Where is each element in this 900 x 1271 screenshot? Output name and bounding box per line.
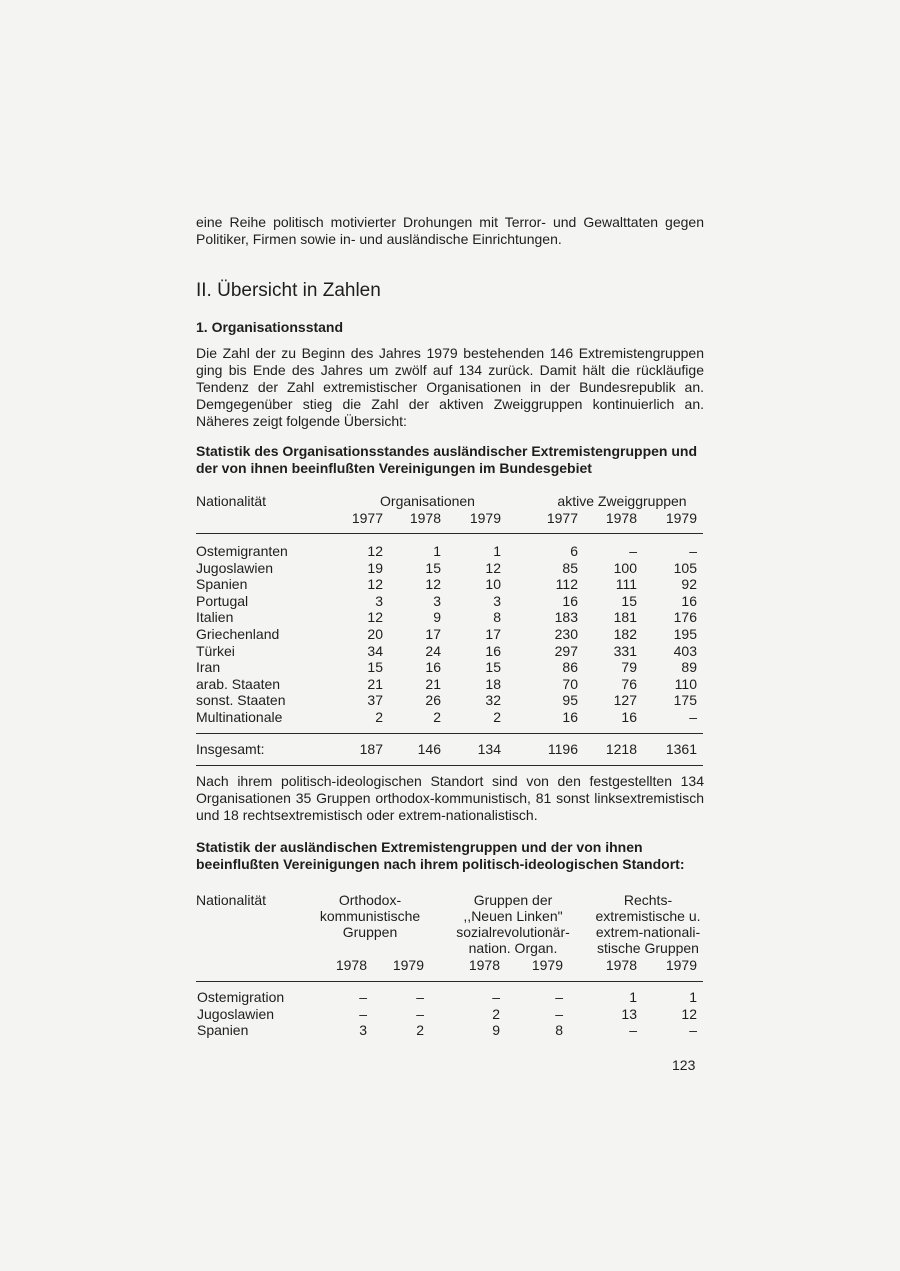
table2-cell: –	[416, 989, 424, 1005]
table2-rule-top	[196, 981, 703, 982]
table1-row-label: Spanien	[196, 576, 248, 593]
table2-cell: –	[555, 1005, 563, 1022]
table1-cell: 2	[493, 709, 501, 725]
table1-cell: 1	[433, 543, 441, 559]
table1-cell: 17	[425, 626, 441, 642]
table1-cell: 181	[613, 609, 637, 626]
table1-year-5: 1979	[665, 510, 697, 526]
table1-year-4: 1978	[605, 510, 637, 526]
table1-cell: 79	[621, 659, 637, 676]
table1-cell: 86	[562, 659, 578, 676]
table1-total-cell: 1218	[605, 741, 637, 757]
header-line: nation. Organ.	[468, 940, 558, 956]
table2-cell: –	[416, 1005, 424, 1022]
table1-cell: 24	[425, 642, 441, 659]
table1-cell: 15	[485, 659, 501, 676]
table1-cell: 100	[613, 559, 637, 576]
table1-cell: 16	[562, 592, 578, 609]
table1-cell: 16	[485, 642, 501, 659]
organisation-paragraph: Die Zahl der zu Beginn des Jahres 1979 bestehenden 146 Extremistengruppen ging bis Ende des Jahres um zwölf auf 134 zurück. Damit hält die rückläufige Tendenz der Zahl extremistischer Organisationen in der Bundesrepublik an. Demgegenüber stieg die Zahl der aktiven Zweiggruppen kontinuierlich an. Näheres zeigt folgende Übersicht:	[196, 345, 704, 429]
table1-total-cell: 1196	[547, 741, 578, 757]
table2-cell: 2	[416, 1022, 424, 1038]
header-line: Gruppen	[342, 924, 398, 940]
table1-cell: 92	[681, 576, 697, 593]
table1-cell: –	[629, 543, 637, 559]
table1-cell: 15	[621, 592, 637, 609]
table1-row-label: arab. Staaten	[196, 675, 281, 692]
table1-year-3: 1977	[546, 510, 578, 526]
table1-cell: 112	[555, 576, 578, 593]
table2-cell: 13	[621, 1005, 637, 1022]
subsection-heading: 1. Organisationsstand	[196, 319, 344, 335]
table1-cell: 182	[613, 626, 637, 642]
table1-total-label: Insgesamt:	[196, 741, 265, 757]
table1-cell: 111	[615, 576, 637, 593]
table1-header-nationality: Nationalität	[196, 493, 267, 509]
table1-header-organisations: Organisationen	[380, 493, 475, 509]
table1-row-label: Iran	[196, 659, 221, 676]
table1-cell: 20	[367, 626, 383, 642]
table1-row-label: Multinationale	[196, 709, 283, 725]
header-line: Rechts-	[623, 892, 673, 908]
table2-year-1: 1979	[392, 957, 424, 973]
table1-cell: 12	[367, 609, 383, 626]
table1-cell: 3	[375, 592, 383, 609]
table1-row-label: Griechenland	[196, 626, 280, 642]
table2-year-3: 1979	[531, 957, 563, 973]
table2-cell: –	[359, 1005, 367, 1022]
table2-row-label: Jugoslawien	[197, 1005, 275, 1022]
table1-cell: 403	[673, 642, 697, 659]
table1-row-label: sonst. Staaten	[196, 692, 286, 709]
table1-cell: 16	[562, 709, 578, 725]
table1-row-label: Türkei	[196, 642, 235, 659]
table2-year-5: 1979	[665, 957, 697, 973]
table1-cell: 105	[673, 559, 697, 576]
table1-rule-bottom	[196, 733, 703, 734]
table2-title: Statistik der ausländischen Extremistengruppen und der von ihnen beeinflußten Vereinigungen nach ihrem politisch-ideologischen Standort:	[196, 839, 685, 872]
table1-cell: 3	[493, 592, 501, 609]
table2-cell: –	[555, 989, 563, 1005]
table2-row-label: Ostemigration	[197, 989, 285, 1005]
page-number: 123	[672, 1057, 696, 1073]
table1-cell: 110	[674, 675, 697, 692]
header-line: ,,Neuen Linken"	[463, 908, 563, 924]
table2-cell: 2	[492, 1005, 500, 1022]
header-line: kommunistische	[319, 908, 421, 924]
table2-cell: 1	[689, 989, 697, 1005]
table2-cell: 9	[492, 1022, 500, 1038]
table1-row-label: Italien	[196, 609, 234, 626]
table1-cell: –	[689, 543, 697, 559]
table1-cell: 70	[562, 675, 578, 692]
table1-cell: 32	[485, 692, 501, 709]
header-line: extrem-nationali-	[595, 924, 701, 940]
table2-cell: 8	[555, 1022, 563, 1038]
table1-cell: 89	[681, 659, 697, 676]
table1-cell: 16	[621, 709, 637, 725]
table1-cell: 19	[367, 559, 383, 576]
table1-cell: 3	[433, 592, 441, 609]
table1-cell: 1	[493, 543, 501, 559]
table2-cell: –	[629, 1022, 637, 1038]
table1-total-cell: 1361	[665, 741, 697, 757]
table1-cell: 9	[433, 609, 441, 626]
table1-cell: 12	[425, 576, 441, 593]
table1-year-0: 1977	[351, 510, 383, 526]
table1-total-cell: 134	[477, 741, 501, 757]
table2-header-nationality: Nationalität	[196, 892, 267, 908]
table1-cell: 12	[367, 543, 383, 559]
table1-cell: 26	[425, 692, 441, 709]
table2-header-new-left	[448, 892, 578, 956]
table1-row-label: Ostemigranten	[196, 543, 288, 559]
table1-year-2: 1979	[469, 510, 501, 526]
header-line: Gruppen der	[473, 892, 553, 908]
table1-cell: 85	[562, 559, 578, 576]
table1-cell: 297	[554, 642, 578, 659]
table1-cell: 6	[570, 543, 578, 559]
table1-cell: 12	[485, 559, 501, 576]
table1-cell: 21	[425, 675, 441, 692]
table1-cell: –	[689, 709, 697, 725]
intro-paragraph: eine Reihe politisch motivierter Drohungen mit Terror- und Gewalttaten gegen Politiker, Firmen sowie in- und ausländische Einrichtungen.	[196, 214, 704, 247]
table1-cell: 16	[681, 592, 697, 609]
header-line: sozialrevolutionär-	[456, 924, 570, 940]
header-line: Orthodox-	[338, 892, 402, 908]
table2-cell: –	[492, 989, 500, 1005]
table1-cell: 10	[485, 576, 501, 593]
table1-total-cell: 146	[417, 741, 441, 757]
table1-cell: 183	[554, 609, 578, 626]
table1-cell: 76	[621, 675, 637, 692]
table1-cell: 34	[367, 642, 383, 659]
ideology-paragraph: Nach ihrem politisch-ideologischen Standort sind von den festgestellten 134 Organisationen 35 Gruppen orthodox-kommunistisch, 81 sonst linksextremistisch und 18 rechtsextremistisch oder extrem-nationalistisch.	[196, 773, 704, 823]
table1-row-label: Portugal	[196, 592, 249, 609]
table1-year-1: 1978	[409, 510, 441, 526]
header-line: extremistische u.	[595, 908, 701, 924]
table1-cell: 8	[493, 609, 501, 626]
table2-cell: 12	[681, 1005, 697, 1022]
table1-cell: 21	[367, 675, 383, 692]
table1-rule-top	[196, 533, 703, 534]
table2-cell: 1	[629, 989, 637, 1005]
table1-cell: 127	[613, 692, 637, 709]
table2-header-right-extremist	[583, 892, 713, 956]
table2-year-4: 1978	[605, 957, 637, 973]
table1-header-branches: aktive Zweiggruppen	[557, 493, 687, 509]
table2-year-0: 1978	[335, 957, 367, 973]
table1-row-label: Jugoslawien	[196, 559, 274, 576]
table1-cell: 2	[375, 709, 383, 725]
table1-cell: 15	[425, 559, 441, 576]
table1-cell: 230	[554, 626, 578, 642]
table2-row-label: Spanien	[197, 1022, 249, 1038]
table1-cell: 12	[367, 576, 383, 593]
table2-cell: 3	[359, 1022, 367, 1038]
header-line: stische Gruppen	[597, 940, 699, 956]
table1-cell: 37	[367, 692, 383, 709]
table1-title: Statistik des Organisationsstandes ausländischer Extremistengruppen und der von ihnen beeinflußten Vereinigungen im Bundesgebiet	[196, 443, 698, 476]
table1-total-cell: 187	[359, 741, 383, 757]
table1-cell: 16	[425, 659, 441, 676]
table1-cell: 176	[673, 609, 697, 626]
table1-cell: 2	[433, 709, 441, 725]
table2-header-orthodox	[300, 892, 440, 940]
table1-cell: 95	[562, 692, 578, 709]
table1-cell: 195	[673, 626, 697, 642]
table1-cell: 18	[485, 675, 501, 692]
table1-cell: 17	[485, 626, 501, 642]
table1-rule-end	[196, 765, 703, 766]
table2-cell: –	[689, 1022, 697, 1038]
table1-cell: 15	[367, 659, 383, 676]
table1-cell: 175	[673, 692, 697, 709]
table2-cell: –	[359, 989, 367, 1005]
section-heading: II. Übersicht in Zahlen	[196, 280, 381, 301]
table1-cell: 331	[613, 642, 637, 659]
table2-year-2: 1978	[468, 957, 500, 973]
